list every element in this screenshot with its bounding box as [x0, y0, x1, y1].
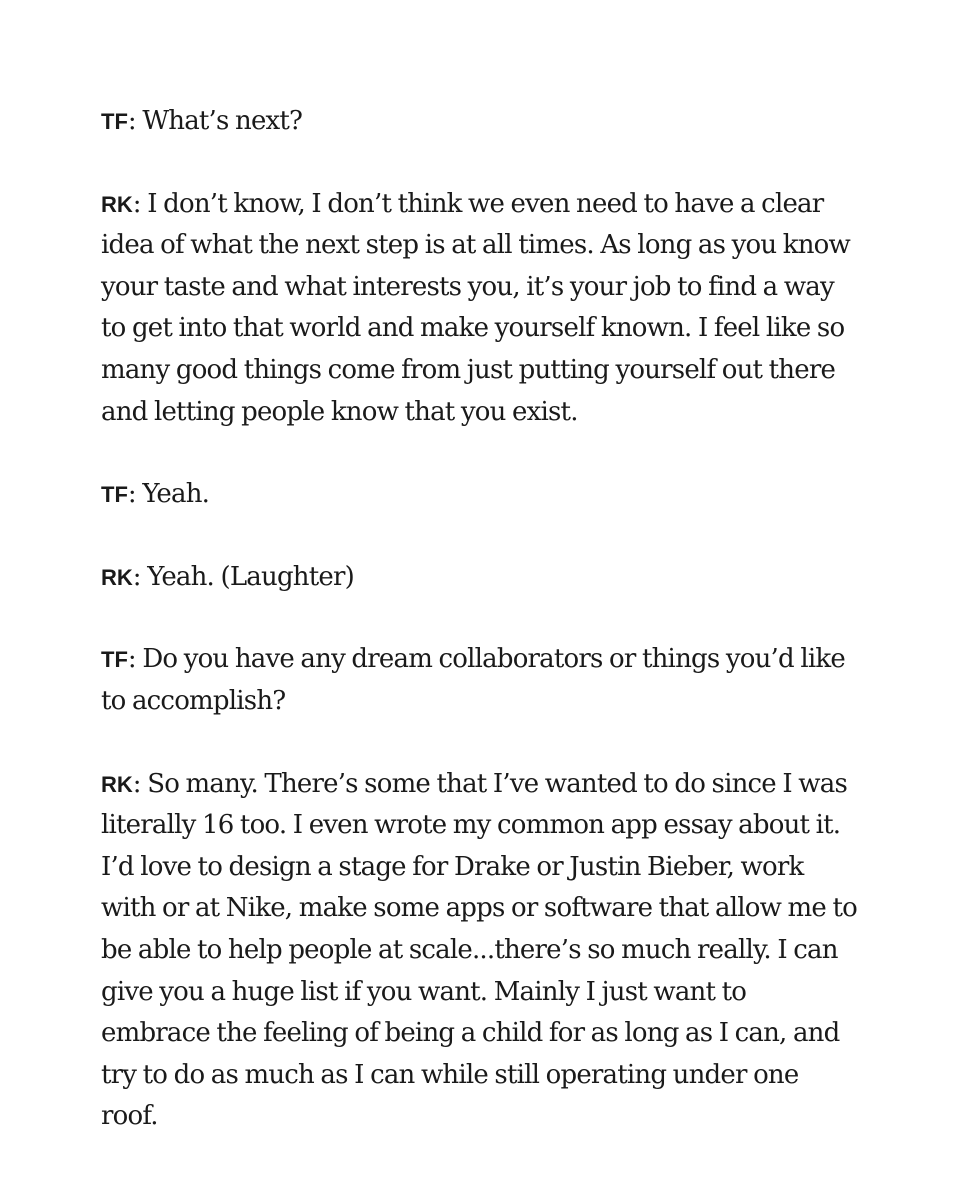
- speaker-separator: :: [132, 768, 148, 799]
- turn-text: Yeah. (Laughter): [147, 561, 354, 592]
- turn-text: So many. There’s some that I’ve wanted to do since I was literally 16 too. I even wrote my common app essay about it. I’d love to design a stage for Drake or Justin Bieber, work with or at Nike, make some apps or software that allow me to be able to help people at scale...there’s so much really. I can give you a huge list if you want. Mainly I just want to embrace the feeling of being a child for as long as I can, and try to do as much as I can while still operating under one roof.: [101, 768, 857, 1132]
- speaker-separator: :: [132, 188, 148, 219]
- speaker-label: RK: [101, 564, 133, 590]
- interview-transcript: [101, 101, 861, 1179]
- interview-turn: [101, 557, 861, 599]
- turn-text: Yeah.: [142, 479, 210, 510]
- speaker-separator: :: [127, 644, 143, 675]
- turn-text: What’s next?: [142, 106, 303, 136]
- turn-text: Do you have any dream collaborators or things you’d like to accomplish?: [101, 644, 845, 716]
- speaker-separator: :: [127, 479, 143, 510]
- interview-turn: [101, 764, 861, 1138]
- speaker-label: TF: [101, 647, 128, 673]
- interview-turn: [101, 474, 861, 516]
- interview-turn: [101, 184, 861, 434]
- interview-turn: [101, 101, 861, 143]
- speaker-label: RK: [101, 771, 133, 797]
- speaker-label: TF: [101, 482, 128, 508]
- speaker-label: RK: [101, 191, 133, 217]
- interview-turn: [101, 639, 861, 722]
- speaker-separator: :: [127, 106, 143, 136]
- speaker-separator: :: [132, 561, 148, 592]
- turn-text: I don’t know, I don’t think we even need to have a clear idea of what the next step is at all times. As long as you know your taste and what interests you, it’s your job to find a way to get into that world and make yourself known. I feel like so many good things come from just putting yourself out there and letting people know that you exist.: [101, 188, 850, 427]
- speaker-label: TF: [101, 109, 128, 134]
